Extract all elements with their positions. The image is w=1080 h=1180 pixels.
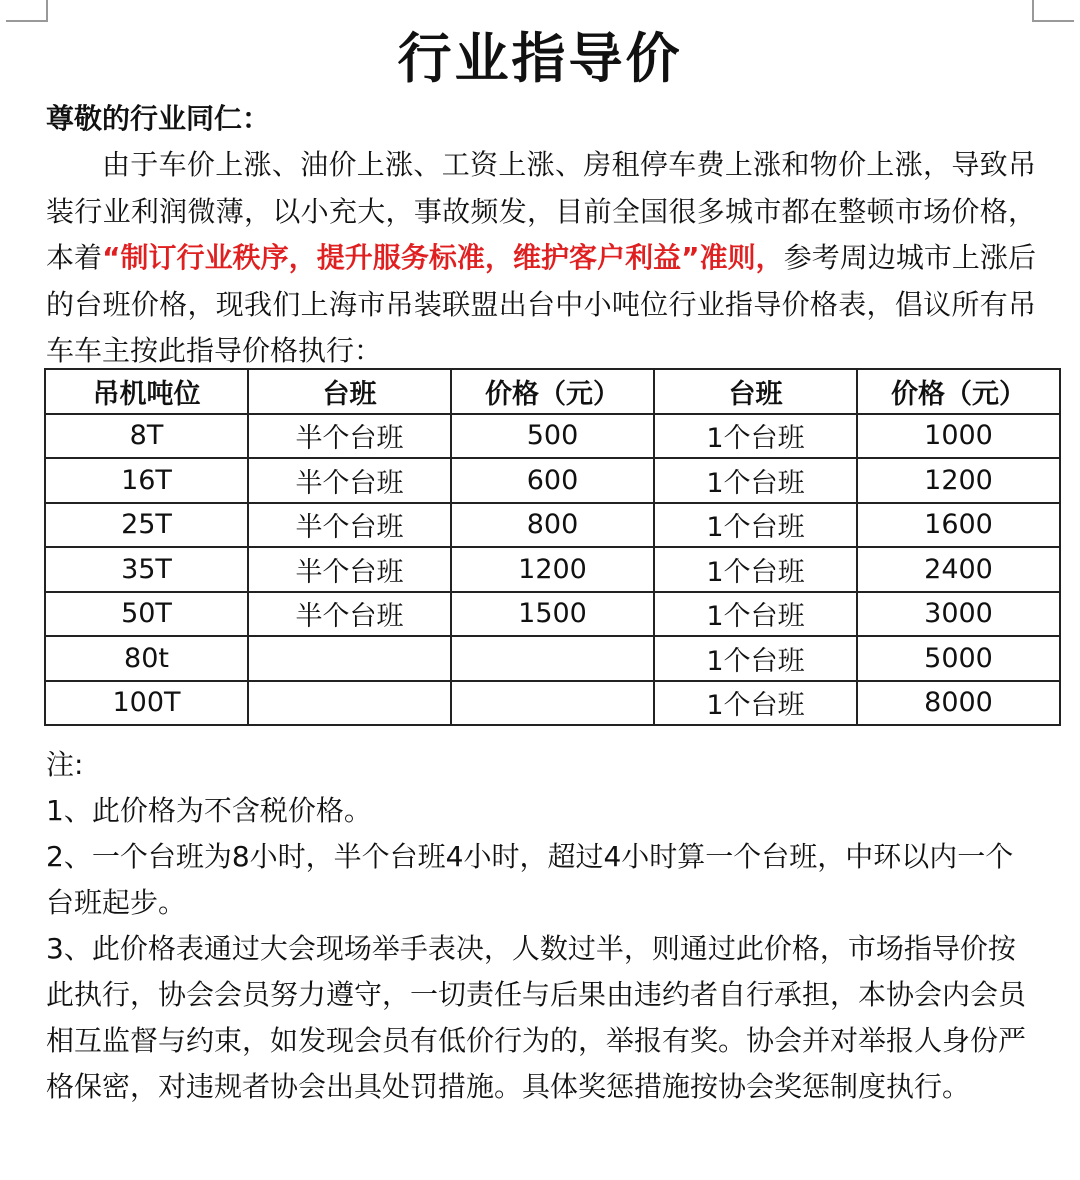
- note-item: 2、一个台班为8小时，半个台班4小时，超过4小时算一个台班，中环以内一个台班起步。: [46, 840, 1014, 919]
- cell-full-price: 2400: [857, 547, 1060, 592]
- cell-half-shift: 半个台班: [248, 503, 451, 548]
- cell-tonnage: 100T: [45, 681, 248, 726]
- table-row: [45, 592, 1060, 637]
- note-item: 3、此价格表通过大会现场举手表决，人数过半，则通过此价格，市场指导价按此执行，协会会员努力遵守，一切责任与后果由违约者自行承担，本协会内会员相互监督与约束，如发现会员有低价行为的，举报有奖。协会并对举报人身份严格保密，对违规者协会出具处罚措施。具体奖惩措施按协会奖惩制度执行。: [46, 932, 1027, 1103]
- cell-half-shift: 半个台班: [248, 592, 451, 637]
- cell-full-shift: 1个台班: [654, 681, 857, 726]
- notes-section: [46, 742, 1036, 1110]
- cell-tonnage: 50T: [45, 592, 248, 637]
- cell-half-price: [451, 636, 654, 681]
- cell-full-price: 1600: [857, 503, 1060, 548]
- note-item: 1、此价格为不含税价格。: [46, 794, 372, 827]
- intro-text-after: 参考周边城市上涨后的台班价格，现我们上海市吊装联盟出台中小吨位行业指导价格表，倡议所有吊车车主按此指导价格执行：: [46, 241, 1036, 367]
- header-half-price: 价格（元）: [451, 369, 654, 414]
- price-table: [44, 368, 1061, 726]
- cell-full-shift: 1个台班: [654, 547, 857, 592]
- cell-tonnage: 25T: [45, 503, 248, 548]
- table-row: [45, 503, 1060, 548]
- cell-half-price: [451, 681, 654, 726]
- page-title: 行业指导价: [397, 27, 683, 90]
- cell-full-shift: 1个台班: [654, 414, 857, 459]
- intro-highlight: “制订行业秩序，提升服务标准，维护客户利益”准则，: [102, 241, 784, 274]
- intro-text-before: 由于车价上涨、油价上涨、工资上涨、房租停车费上涨和物价上涨，导致吊装行业利润微薄，以小充大，事故频发，目前全国很多城市都在整顿市场价格，本着: [46, 148, 1036, 274]
- cell-full-price: 1000: [857, 414, 1060, 459]
- page-corner-mark-left: [6, 0, 48, 22]
- cell-tonnage: 8T: [45, 414, 248, 459]
- table-row: [45, 681, 1060, 726]
- cell-full-price: 5000: [857, 636, 1060, 681]
- cell-tonnage: 80t: [45, 636, 248, 681]
- cell-full-shift: 1个台班: [654, 503, 857, 548]
- header-tonnage: 吊机吨位: [45, 369, 248, 414]
- cell-half-price: 1200: [451, 547, 654, 592]
- header-half-shift: 台班: [248, 369, 451, 414]
- notes-heading: 注:: [46, 748, 84, 781]
- table-row: [45, 458, 1060, 503]
- page-corner-mark-right: [1032, 0, 1074, 22]
- table-row: [45, 414, 1060, 459]
- cell-half-price: 800: [451, 503, 654, 548]
- cell-half-price: 500: [451, 414, 654, 459]
- cell-half-shift: 半个台班: [248, 547, 451, 592]
- cell-full-price: 3000: [857, 592, 1060, 637]
- cell-full-shift: 1个台班: [654, 636, 857, 681]
- table-row: [45, 636, 1060, 681]
- cell-full-shift: 1个台班: [654, 458, 857, 503]
- cell-tonnage: 35T: [45, 547, 248, 592]
- table-header-row: [45, 369, 1060, 414]
- cell-half-shift: 半个台班: [248, 414, 451, 459]
- cell-half-price: 1500: [451, 592, 654, 637]
- cell-half-shift: [248, 636, 451, 681]
- intro-paragraph: [46, 142, 1036, 375]
- table-row: [45, 547, 1060, 592]
- cell-half-shift: [248, 681, 451, 726]
- cell-half-shift: 半个台班: [248, 458, 451, 503]
- cell-tonnage: 16T: [45, 458, 248, 503]
- header-full-price: 价格（元）: [857, 369, 1060, 414]
- cell-full-price: 1200: [857, 458, 1060, 503]
- salutation: 尊敬的行业同仁：: [46, 102, 271, 135]
- cell-half-price: 600: [451, 458, 654, 503]
- cell-full-price: 8000: [857, 681, 1060, 726]
- header-full-shift: 台班: [654, 369, 857, 414]
- cell-full-shift: 1个台班: [654, 592, 857, 637]
